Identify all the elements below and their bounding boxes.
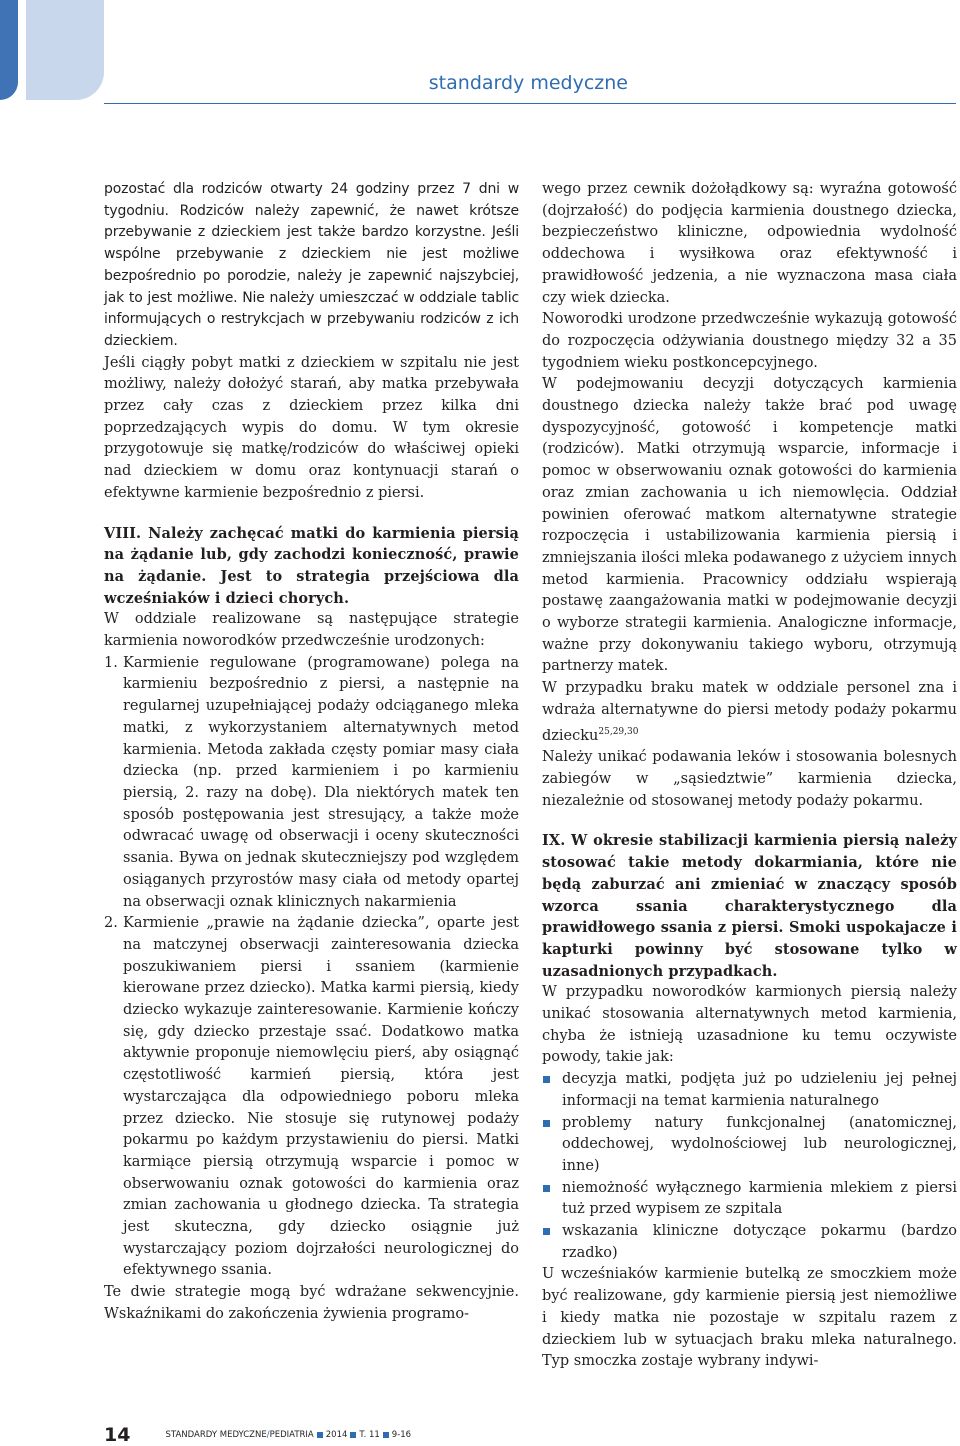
- body-paragraph: Noworodki urodzone przedwcześnie wykazują gotowość do rozpoczęcia odżywiania doustnego między 32 a 35 tygodniem wieku postkoncepcyjnego.: [542, 311, 957, 371]
- reasons-intro: W przypadku noworodków karmionych piersią należy unikać stosowania alternatywnych metod karmienia, chyba że istnieją uzasadnione ku temu oczywiste powody, takie jak:: [542, 984, 957, 1066]
- journal-separator: /: [266, 1430, 270, 1440]
- closing-paragraph-left: Te dwie strategie mogą być wdrażane sekwencyjnie. Wskaźnikami do zakończenia żywienia programo-: [104, 1284, 519, 1322]
- square-bullet-icon: [543, 1120, 550, 1127]
- strategy-item: [104, 913, 519, 1282]
- journal-volume: T. 11: [359, 1430, 380, 1440]
- header-decoration-dark: [0, 0, 18, 100]
- right-column: [542, 179, 957, 1373]
- strategies-intro: W oddziale realizowane są następujące strategie karmienia noworodków przedwcześnie urodzonych:: [104, 611, 519, 650]
- header-decoration-light: [26, 0, 104, 100]
- section-heading-ix: IX. W okresie stabilizacji karmienia piersią należy stosować takie metody dokarmiania, które nie będą zaburzać ani zmieniać w znaczący sposób wzorca ssania charakterystycznego dla prawidłowego ssania z piersi. Smoki uspokajacze i kapturki powinny być stosowane tylko w uzasadnionych przypadkach.: [542, 832, 957, 980]
- intro-paragraph-1: pozostać dla rodziców otwarty 24 godziny przez 7 dni w tygodniu. Rodziców należy zapewnić, że nawet krótsze przebywanie z dzieckiem jest także bardzo korzystne. Jeśli wspólne przebywanie z dzieckiem nie jest możliwe bezpośrednio po porodzie, należy je zapewnić najszybciej, jak to jest możliwe. Nie należy umieszczać w oddziale tablic informujących o restrykcjach w przebywaniu rodziców z ich dzieckiem.: [104, 181, 519, 349]
- square-separator-icon: [383, 1432, 389, 1438]
- refs-paragraph: [542, 678, 957, 747]
- strategy-number: 2.: [104, 915, 118, 932]
- journal-year: 2014: [325, 1430, 348, 1440]
- journal-name: STANDARDY MEDYCZNE: [165, 1430, 267, 1440]
- journal-pages: 9-16: [391, 1430, 412, 1440]
- reasons-list: [542, 1069, 957, 1264]
- intro-paragraph-2: Jeśli ciągły pobyt matki z dzieckiem w szpitalu nie jest możliwy, należy dołożyć starań, aby matka przebywała przez cały czas z dzieckiem przez kilka dni poprzedzających wypis do domu. W tym okresie przygotowuje się matkę/rodziców do właściwej opieki nad dzieckiem w domu oraz kontynuacji starań o efektywne karmienie bezpośrednio z piersi.: [104, 354, 519, 501]
- strategies-list: [104, 653, 519, 1282]
- square-separator-icon: [317, 1432, 323, 1438]
- refs-paragraph-text: W przypadku braku matek w oddziale personel zna i wdraża alternatywne do piersi metody podaży pokarmu dziecku: [542, 680, 957, 744]
- left-column: [104, 179, 519, 1326]
- strategy-text: Karmienie „prawie na żądanie dziecka”, oparte jest na matczynej obserwacji zainteresowania dziecka poszukiwaniem piersi i ssaniem (karmienie kierowane przez dziecko). Matka karmi piersią, kiedy dziecko wykazuje zainteresowanie. Karmienie kończy się, gdy dziecko przestaje ssać. Dodatkowo matka aktywnie proponuje niemowlęciu pierś, aby osiągnąć częstotliwość karmień piersią, która jest wystarczająca dla odpowiedniego poboru mleka przez dziecko. Nie stosuje się rutynowej podaży pokarmu po każdym przystawieniu do piersi. Matki karmiące piersią otrzymują wsparcie i pomoc w obserwowaniu oznak gotowości do karmienia oraz zmian zachowania u głodnego dziecka. Ta strategia jest skuteczna, gdy dziecko osiągnie już wystarczający poziom dojrzałości neurologicznej do efektywnego ssania.: [123, 915, 519, 1279]
- page-number: 14: [104, 1424, 131, 1446]
- closing-paragraph-right: U wcześniaków karmienie butelką ze smoczkiem może być realizowane, gdy karmienie piersią jest niemożliwe i kiedy matka nie pozostaje w szpitalu razem z dzieckiem lub w sytuacjach braku mleka naturalnego. Typ smoczka zostaje wybrany indywi-: [542, 1266, 957, 1370]
- list-item-text: decyzja matki, podjęta już po udzieleniu jej pełnej informacji na temat karmienia naturalnego: [562, 1071, 957, 1109]
- list-item: [542, 1221, 957, 1264]
- strategy-text: Karmienie regulowane (programowane) polega na karmieniu bezpośrednio z piersi, a następnie na regularnej uzupełniającej podaży odciąganego mleka matki, z wykorzystaniem alternatywnych metod karmienia. Metoda zakłada częsty pomiar masy ciała dziecka (np. przed karmieniem i po karmieniu piersią, 2. razy na dobę). Dla niektórych matek ten sposób postępowania jest stresujący, a także może odwracać uwagę od obserwacji i oceny skuteczności ssania. Bywa on jednak skuteczniejszy pod względem osiąganych przyrostów masy ciała od metody opartej na obserwacji oznak klinicznych nakarmienia: [123, 654, 519, 910]
- body-paragraph: wego przez cewnik dożołądkowy są: wyraźna gotowość (dojrzałość) do podjęcia karmienia doustnego dziecka, bezpieczeństwo kliniczne, odpowiednia wydolność oddechowa i wysiłkowa oraz efektywność i prawidłowość jedzenia, a nie wyznaczona masa ciała czy wiek dziecka.: [542, 181, 957, 306]
- section-heading-viii: VIII. Należy zachęcać matki do karmienia piersią na żądanie lub, gdy zachodzi konieczność, prawie na żądanie. Jest to strategia przejściowa dla wcześniaków i dzieci chorych.: [104, 524, 519, 607]
- strategy-item: [104, 653, 519, 913]
- list-item-text: niemożność wyłącznego karmienia mlekiem z piersi tuż przed wypisem ze szpitala: [562, 1179, 957, 1218]
- list-item-text: problemy natury funkcjonalnej (anatomicznej, oddechowej, wydolnościowej lub neurologicznej, inne): [562, 1114, 957, 1174]
- page-footer: [104, 1424, 704, 1446]
- body-paragraph: W podejmowaniu decyzji dotyczących karmienia doustnego dziecka należy także brać pod uwagę dyspozycyjność, gotowość i kompetencje matki (rodziców). Matki otrzymują wsparcie, informacje i pomoc w obserwowaniu oznak gotowości do karmienia oraz zmian zachowania u ich niemowlęcia. Oddział powinien oferować matkom alternatywne strategie rozpoczęcia i ustabilizowania karmienia piersią i zmniejszania ilości mleka podawanego z użyciem innych metod karmienia. Pracownicy oddziału wspierają postawę zaangażowania matki w podejmowanie decyzji o wyborze strategii karmienia. Analogiczne informacje, ważne przy dokonywaniu takiego wyboru, otrzymują partnerzy matek.: [542, 376, 957, 675]
- list-item: [542, 1069, 957, 1112]
- journal-section: PEDIATRIA: [269, 1430, 314, 1440]
- square-bullet-icon: [543, 1076, 550, 1083]
- running-head: standardy medyczne: [428, 72, 628, 94]
- square-bullet-icon: [543, 1228, 550, 1235]
- strategy-number: 1.: [104, 654, 118, 671]
- list-item: [542, 1178, 957, 1221]
- square-separator-icon: [350, 1432, 356, 1438]
- drugs-paragraph: Należy unikać podawania leków i stosowania bolesnych zabiegów w „sąsiedztwie” karmienia dziecka, niezależnie od stosowanej metody podaży pokarmu.: [542, 749, 957, 809]
- list-item: [542, 1113, 957, 1178]
- list-item-text: wskazania kliniczne dotyczące pokarmu (bardzo rzadko): [562, 1223, 957, 1261]
- header-rule: [104, 103, 956, 104]
- square-bullet-icon: [543, 1185, 550, 1192]
- reference-superscript: 25,29,30: [598, 726, 639, 737]
- journal-reference: [166, 1430, 412, 1440]
